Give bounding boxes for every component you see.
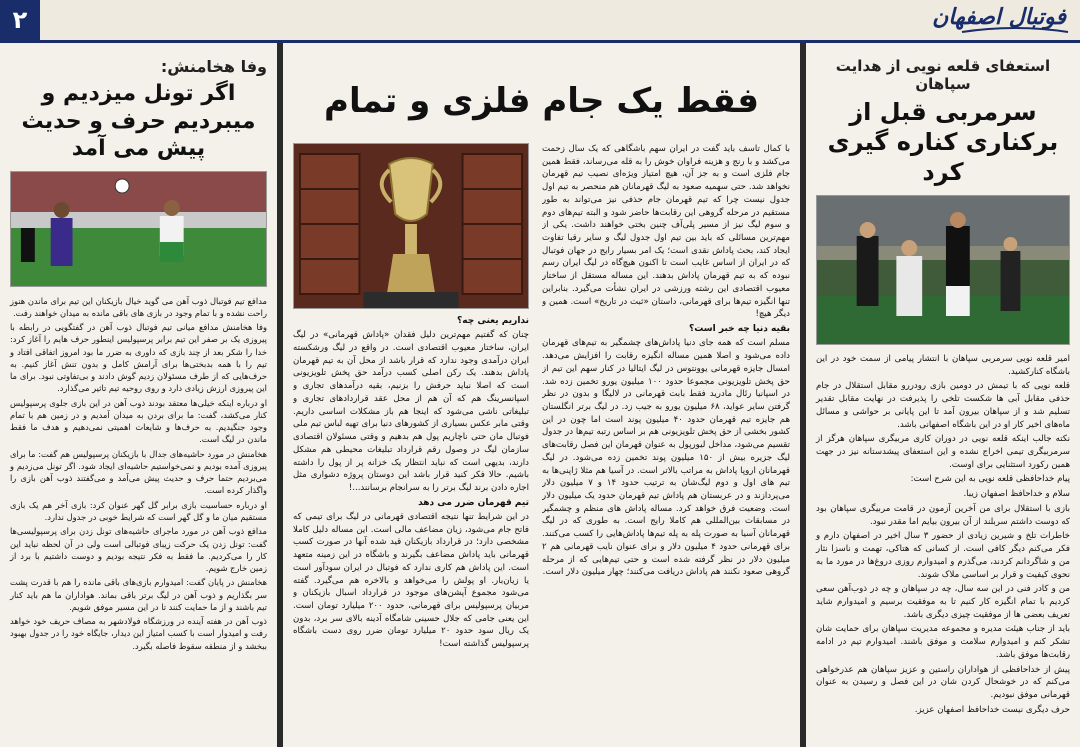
middle-article: [283, 43, 800, 747]
masthead-bar: [0, 0, 1080, 43]
paragraph: قلعه نویی که با تیمش در دومین بازی رودررو مقابل استقلال در جام حذفی مقابل آبی ها شکست تلخی را پذیرفت در نهایت مقابل تقدیر تسلیم شد و از سپاهان بیرون آمد تا این پایانی بر حواشی و مسائل ماه‌های اخیر کار او در این باشگاه اصفهانی باشد.: [816, 381, 1070, 430]
article-body: [816, 353, 1070, 716]
paragraph: مدافع ذوب آهن در مورد ماجرای حاشیه‌های تونل زدن برای پرسپولیسی‌ها گفت: تونل زدن یک حرکت زیبای فوتبالی است ولی در آن لحظه نباید این کار را می‌کردیم. ما فقط به فکر نتیجه بودیم و دوست داشتیم با برد از زمین خارج شویم.: [10, 526, 267, 574]
paragraph: خاطرات تلخ و شیرین زیادی از حضور ۳ سال اخیر در اصفهان دارم و فکر می‌کنم دیگر کافی است. از کسانی که هتاکی، تهمت و ناسزا نثار من و شاگردانم کردند، می‌گذرم و امیدوارم روزی دروغ‌ها در مورد ما به‌ نحوی کیفیت و قرار بر اساسی ملاک شوند.: [816, 531, 1070, 580]
paragraph: هخامنش در پایان گفت: امیدوارم بازی‌های باقی مانده را هم با قدرت پشت سر بگذاریم و ذوب آهن در لیگ برتر باقی بماند. هواداران ما هم باید کنار تیم باشند و از ما حمایت کنند تا در این مسیر موفق شویم.: [10, 577, 267, 612]
paragraph: مدافع تیم فوتبال ذوب آهن می گوید خیال بازیکنان این تیم برای ماندن هنوز راحت نشده و با تمام وجود در بازی های باقی مانده به میدان خواهند رفت.: [10, 295, 267, 318]
paragraph: او درباره حساسیت بازی برابر گل گهر عنوان کرد: بازی آخر هم یک بازی مستقیم میان ما و گل گهر است که شرایط خوبی در جدول ندارد.: [10, 499, 267, 523]
subheading: بقیه دنیا چه خبر است؟: [689, 324, 790, 335]
paragraph: حرف دیگری نیست خداحافظ اصفهان عزیز.: [914, 704, 1070, 715]
logo-swoosh-icon: [960, 26, 1070, 36]
article-headline: سرمربی قبل از برکناری کناره گیری کرد: [827, 98, 1059, 186]
article-headline: فقط یک جام فلزی و تمام: [324, 81, 759, 121]
paragraph: وفا هخامنش مدافع میانی تیم فوتبال ذوب آهن در گفتگویی در رابطه با پیروزی یک بر صفر این تیم برابر پرسپولیس اینطور حرف هایم را آغاز کرد: خدا را شکر بعد از چند بازی که داوری به ضرر ما بود امروز اتفاقی افتاد و تیم را با همه بدبختی‌ها برای آرامش کامل و بدون تنش آغاز کنیم. به حرف‌هایی که از طرف مسئولان زدیم گوش دادند و بی‌تفاوتی نبود. برای ما این پیروزی ارزش زیادی دارد و روی روحیه تیم تاثیر می‌گذارد.: [10, 322, 267, 394]
paragraph: او درباره اینکه خیلی‌ها معتقد بودند ذوب آهن در این بازی جلوی پرسپولیس کنار می‌کشد، گفت: ما برای بردن به میدان آمدیم و در زمین هم با تمام وجود جنگیدیم. به حرف‌ها و شایعات اهمیتی نمی‌دهیم و هدف ما فقط ماندن در لیگ است.: [10, 397, 267, 445]
article-kicker: وفا هخامنش:: [160, 57, 267, 76]
paragraph: در این شرایط تنها نتیجه اقتصادی قهرمانی در لیگ برای تیمی که فاتح جام می‌شود، زیان مضاعف مالی است. این مساله دلیل کاملا مشخصی دارد؛ در قرارداد بازیکنان قید شده آنها در صورت کسب قهرمانی باید پاداش مضاعف بگیرند و باشگاه در این زمینه متعهد است. این پاداش هم کاری ندارد که فوتبال در ایران سودآور است یا زیان‌بار. او پولش را می‌خواهد و بالاخره هم می‌گیرد. گفته می‌شود مجموع آپشن‌های موجود در قرارداد اسبال بازیکنان و مربیان پرسپولیس برای قهرمانی، حدود ۲۰۰ میلیارد تومان است. این یعنی جامی که جلال حسینی شامگاه آدینه بالای سر برد، بدون یک ریال سود حدود ۲۰ میلیارد تومان ضرر روی دست باشگاه پرسپولیس گذاشته است!: [293, 511, 529, 650]
paragraph: پیام خداحافظی قلعه نویی به این شرح است:: [910, 474, 1070, 485]
paragraph: پیش از خداحافظی از هواداران راستین و عزیز سپاهان هم عذرخواهی می‌کنم که در خوشحال کردن شان در این فصل و رسیدن به عنوان قهرمانی موفق نبودیم.: [816, 664, 1070, 700]
paragraph: بازی با استقلال برای من آخرین آزمون در قامت مربیگری سپاهان بود که دوست داشتم سربلند از آن بیرون بیایم اما مقدر نبود.: [816, 503, 1070, 527]
paragraph: چنان که گفتیم مهم‌ترین دلیل فقدان «پاداش قهرمانی» در لیگ ایران، ساختار معیوب اقتصادی است. در واقع در لیگ ورشکسته ایران درآمدی وجود ندارد که قرار باشد از محل آن به تیم قهرمان پاداش بدهند. یک رکن اصلی کسب درآمد حق پخش تلویزیونی است که اصلا نباید حرفش را بزنیم، بقیه درآمدهای تجاری و اسپانسرینگ هم که آن هم از محل عقد قراردادهای تجاری و تبلیغاتی ناشی می‌شود که اینجا هم باز مشکلات اساسی داریم. وقتی مابر عکس بسیاری از کشورهای دنیا برای تهیه لباس تیم ملی فوتبال مان حتی ناچاریم پول هم بدهیم و وقتی مسئولان اقتصادی سازمان لیگ در وصول رقم قرارداد تبلیغات محیطی هم مشکل دارند، بدیهی است که نباید انتظار یک خزانه پر از پول را داشته باشیم. حالا فکر کنید قرار باشد این دوستان پروژه دشواری مثل اجاره دادن برند لیگ برتر را به سرانجام برسانند...!: [293, 330, 529, 493]
article-body-right: [542, 143, 790, 747]
subheading: نداریم یعنی چه؟: [457, 316, 529, 326]
subheading: تیم قهرمان ضرر می دهد: [418, 497, 529, 508]
article-headline: اگر تونل میزدیم و میبردیم حرف و حدیث پیش می آمد: [21, 81, 256, 161]
article-body-left: [293, 143, 529, 747]
page-number: ۲: [0, 0, 40, 40]
article-kicker: استعفای قلعه نویی از هدایت سپاهان: [835, 57, 1051, 93]
paragraph: امیر قلعه نویی سرمربی سپاهان با انتشار پیامی از سمت خود در این باشگاه کنارکشید.: [816, 354, 1070, 377]
paragraph: نکته جالب اینکه قلعه نویی در دوران کاری مربیگری سپاهان هرگز از سرمربیگری تیمی اخراج نشده و این استعفای پیشدستانه نیز در جهت همین رکورد استثنایی برای اوست.: [816, 434, 1070, 470]
paragraph: مسلم است که همه جای دنیا پاداش‌های چشمگیر به تیم‌های قهرمان داده می‌شود و اصلا همین مساله انگیزه رقابت را افزایش می‌دهد. امسال جایزه قهرمانی یوونتوس در لیگ ایتالیا در کنار سهم این تیم از حق پخش تلویزیونی مجموعا حدود ۱۰۰ میلیون یورو تخمین زده شد. در اسپانیا رئال مادرید فقط بابت قهرمانی در لالیگا و بدون در نظر گرفتن سایر عواید، ۶۸ میلیون یورو به جیب زد. در لیگ برتر انگلستان هم جایزه تیم قهرمان حدود ۴۰ میلیون پوند است اما چون در این کشور بخشی از حق پخش تلویزیونی هم بر اساس رتبه تیم‌ها در جدول تقسیم می‌شود، مداخل لیورپول به عنوان قهرمان این فصل رقابت‌های لیگ جزیره بیش از ۱۵۰ میلیون پوند تخمین زده می‌شود. در لیگ قهرمانان اروپا پاداش به‌ مراتب بالاتر است. در آسیا هم مثلا ژاپنی‌ها به تیم های اول و دوم لیگ‌شان به ترتیب حدود ۱۴ و ۷ میلیون دلار می‌پردازند و در عربستان هم پاداش تیم قهرمان حدود یک میلیون دلار است. وضعیت فرق خواهد کرد. مساله پاداش های منظم و چشمگیر در مسابقات بین‌المللی هم کاملا رایج است. به طوری که در لیگ قهرمانان آسیا به صورت پله به پله تیم‌ها پاداش‌هایی را کسب می‌کنند. برای قهرمانی حدود ۴ میلیون دلار و برای عنوان نایب قهرمانی هم ۲ میلیون دلار در نظر گرفته شده است و حتی تیم‌هایی که از مرحله گروهی صعود نکنند هم پاداش دریافت می‌کنند؛ چهار میلیون دلار است.: [542, 338, 790, 578]
paragraph: هخامنش در مورد حاشیه‌های جدال با بازیکنان پرسپولیس هم گفت: ما برای پیروزی آمده بودیم و نمی‌خواستیم حاشیه‌ای ایجاد شود. اگر تونل می‌زدیم و می‌بردیم حتما حرف و حدیث پیش می‌آمد و می‌گفتند ذوب آهن بازی را واگذار کرده است.: [10, 448, 267, 496]
article-body: [10, 295, 267, 652]
right-article: [806, 43, 1080, 747]
paragraph: من و کادر فنی در این سه سال، چه در سپاهان و چه در ذوب‌آهن سعی کردیم با تمام انگیزه کار کنیم تا به موفقیت برسیم و امیدوارم شاید تعریف بعضی ها از موفقیت چیزی دیگری باشد.: [816, 584, 1070, 620]
match-photo: [10, 171, 267, 287]
paragraph: باید از جناب هیئت مدیره و مجموعه مدیریت سپاهان برای حمایت شان تشکر کنم و امیدوارم سلامت و موفق باشند. امیدوارم تیم در ادامه رقابت‌ها موفق باشد.: [816, 624, 1070, 660]
coach-photo: [816, 195, 1070, 345]
newspaper-logo: فوتبال اصفهان: [932, 4, 1066, 30]
paragraph: با کمال تاسف باید گفت در ایران سهم باشگاهی که یک سال زحمت می‌کشد و با رنج و هزینه فراوان خوش را به قله می‌رساند، فقط همین جام فلزی است و به جز آن، هیچ امتیاز ویژه‌ای نصیب تیم قهرمان نخواهد شد. حتی سهمیه صعود به لیگ قهرمانان هم منحصر به تیم اول جدول نیست چرا که تیم قهرمان جام حذفی نیز می‌تواند به طور مستقیم در مرحله گروهی این رقابت‌ها حاضر شود و البته تیم‌های دوم و سوم لیگ نیز از مسیر پلی‌آف چنین بختی خواهند داشت. یکی از مهم‌ترین مسائلی که باید بین تیم اول جدول لیگ و سایر رقبا تفاوت ایجاد کند، بحث پاداش نقدی است؛ یک امر بسیار رایج در جهان فوتبال که در ایران از اساس غایب است تا اکنون هیچ‌گاه در لیگ ایران رسم نبوده که به تیم قهرمان پاداش بدهند. این مساله مستقل از ساختار معیوب اقتصادی این رشته ورزشی در ایران نشأت می‌گیرد. بنابراین تنها انگیزه تیم‌ها برای قهرمانی، داستان «ثبت در تاریخ» است. همین و دیگر هیچ!: [542, 144, 790, 320]
trophy-photo: [293, 143, 529, 309]
paragraph: ذوب آهن در هفته آینده در ورزشگاه فولادشهر به مصاف حریف خود خواهد رفت و امیدوار است با کسب امتیاز این دیدار، جایگاه خود را در جدول بهبود ببخشد و از منطقه سقوط فاصله بگیرد.: [10, 616, 267, 651]
left-article: [0, 43, 277, 747]
paragraph: سلام و خداحافظ اصفهان زیبا.: [963, 489, 1070, 500]
